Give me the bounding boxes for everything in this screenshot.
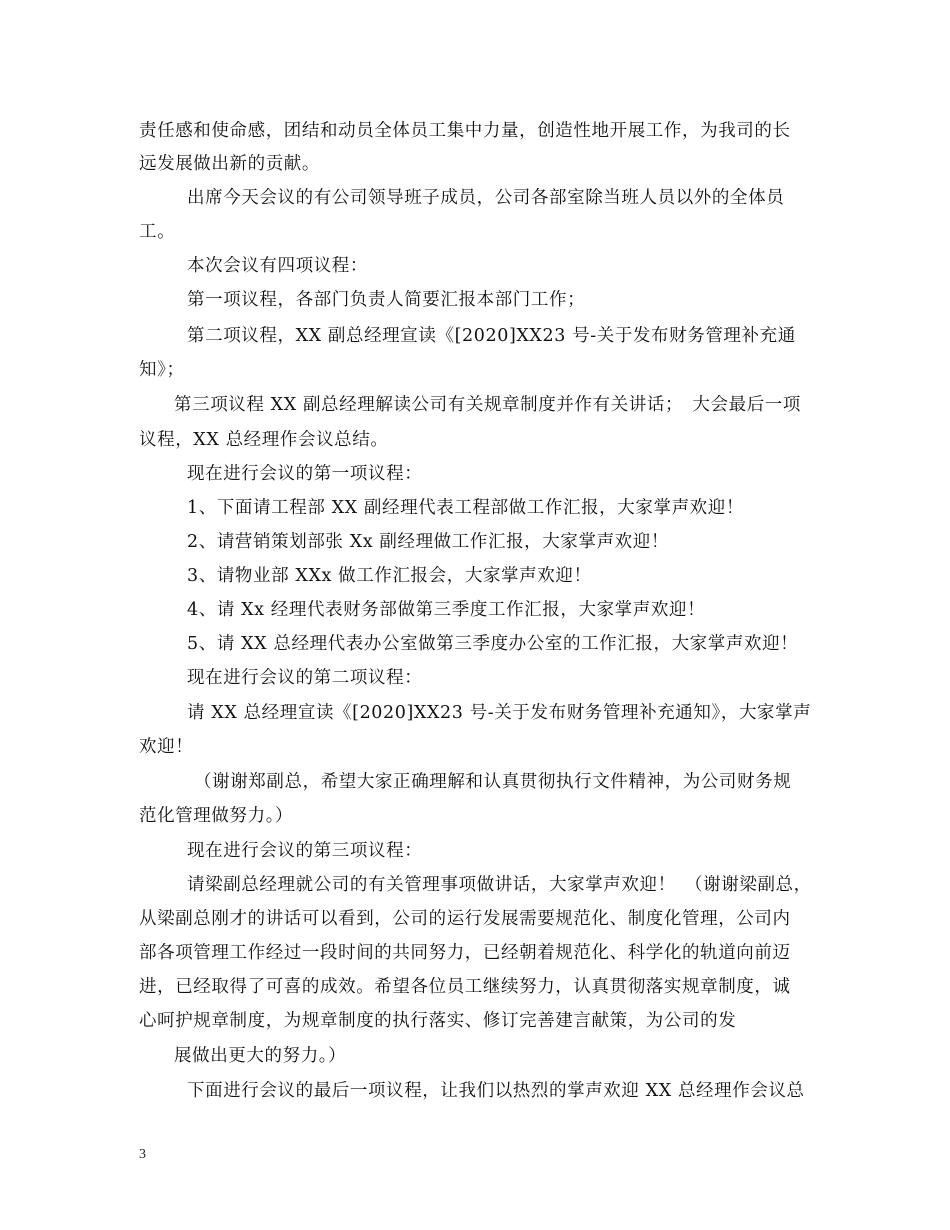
text-line: 第三项议程 XX 副总经理解读公司有关规章制度并作有关讲话； 大会最后一项: [174, 395, 801, 415]
text-line: 议程，XX 总经理作会议总结。: [139, 430, 389, 450]
text-line: 心呵护规章制度，为规章制度的执行落实、修订完善建言献策，为公司的发: [139, 1011, 737, 1031]
text-line: 知》；: [139, 360, 185, 380]
text-line: 第一项议程，各部门负责人简要汇报本部门工作；: [187, 290, 586, 310]
text-line: 5、请 XX 总经理代表办公室做第三季度办公室的工作汇报，大家掌声欢迎！: [187, 634, 799, 654]
text-line: 本次会议有四项议程：: [187, 256, 368, 276]
text-line: 3、请物业部 XXx 做工作汇报会，大家掌声欢迎！: [187, 566, 592, 586]
text-line: 请梁副总经理就公司的有关管理事项做讲话，大家掌声欢迎！ （谢谢梁副总，: [187, 875, 812, 895]
text-line: 工。: [139, 222, 176, 242]
text-line: 2、请营销策划部张 Xx 副经理做工作汇报，大家掌声欢迎！: [187, 532, 669, 552]
text-line: 4、请 Xx 经理代表财务部做第三季度工作汇报，大家掌声欢迎！: [187, 600, 706, 620]
text-line: 部各项管理工作经过一段时间的共同努力，已经朝着规范化、科学化的轨道向前迈: [139, 943, 791, 963]
text-line: 责任感和使命感，团结和动员全体员工集中力量，创造性地开展工作，为我司的长: [139, 121, 791, 141]
text-line: 第二项议程，XX 副总经理宣读《[2020]XX23 号-关于发布财务管理补充通: [187, 326, 796, 346]
text-line: 进，已经取得了可喜的成效。希望各位员工继续努力，认真贯彻落实规章制度，诚: [139, 977, 791, 997]
text-line: 远发展做出新的贡献。: [139, 154, 320, 174]
text-line: 从梁副总刚才的讲话可以看到，公司的运行发展需要规范化、制度化管理，公司内: [139, 909, 791, 929]
text-line: 出席今天会议的有公司领导班子成员，公司各部室除当班人员以外的全体员: [187, 188, 785, 208]
text-line: 展做出更大的努力。）: [174, 1046, 347, 1066]
text-line: 范化管理做努力。）: [139, 806, 294, 826]
text-line: （谢谢郑副总，希望大家正确理解和认真贯彻执行文件精神，为公司财务规: [194, 772, 792, 792]
page-number: 3: [139, 1147, 146, 1162]
text-line: 欢迎！: [139, 737, 194, 757]
text-line: 请 XX 总经理宣读《[2020]XX23 号-关于发布财务管理补充通知》，大家掌声: [187, 703, 812, 723]
text-line: 下面进行会议的最后一项议程，让我们以热烈的掌声欢迎 XX 总经理作会议总: [187, 1081, 805, 1101]
text-line: 1、下面请工程部 XX 副经理代表工程部做工作汇报，大家掌声欢迎！: [187, 498, 744, 518]
text-line: 现在进行会议的第三项议程：: [187, 841, 423, 861]
text-line: 现在进行会议的第二项议程：: [187, 668, 423, 688]
text-line: 现在进行会议的第一项议程：: [187, 464, 423, 484]
